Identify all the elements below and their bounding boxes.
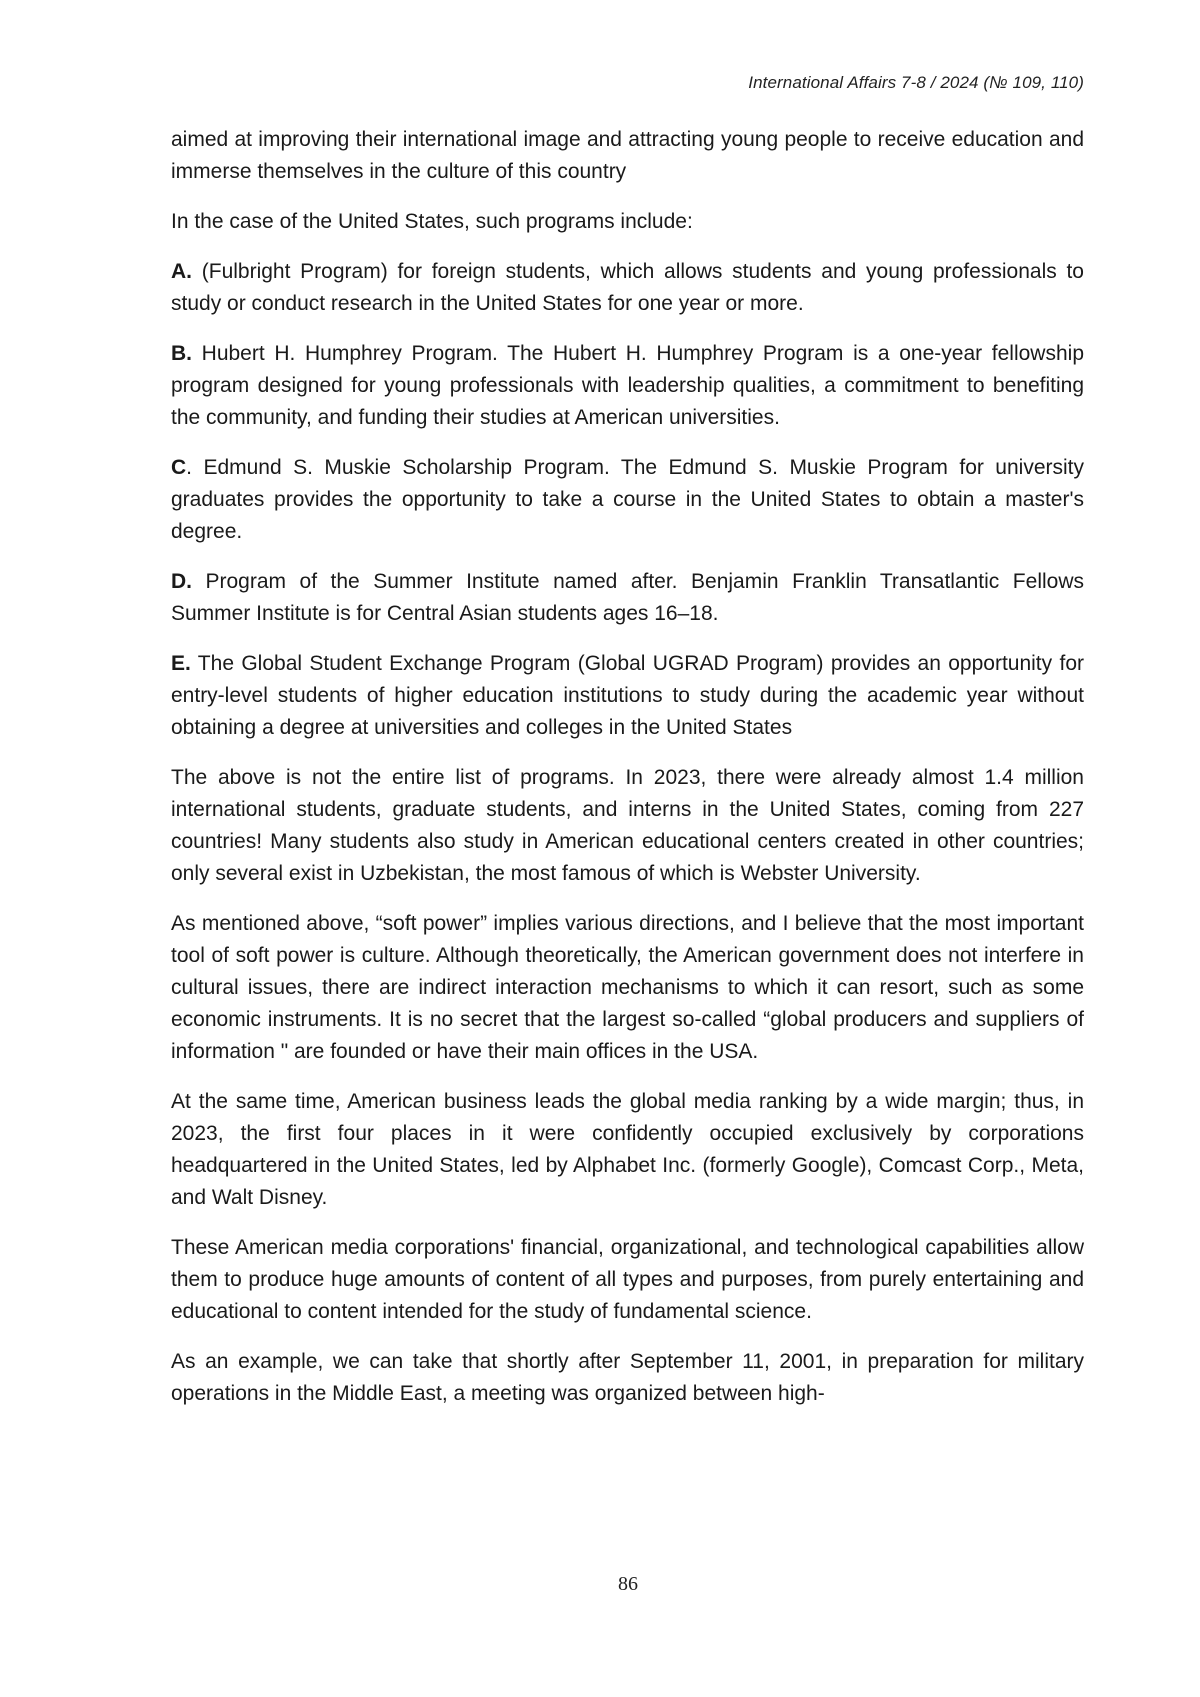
paragraph-text: The Global Student Exchange Program (Global UGRAD Program) provides an opportunity for entry-level students of higher education institutions to study during the academic year without obtaining a degree at universities and colleges in the United States [171, 652, 1084, 739]
paragraph [171, 762, 1084, 890]
list-item-c [171, 452, 1084, 548]
paragraph-text: The above is not the entire list of programs. In 2023, there were already almost 1.4 million international students, graduate students, and interns in the United States, coming from 227 countries! Many students also study in American educational centers created in other countries; only several exist in Uzbekistan, the most famous of which is Webster University. [171, 766, 1084, 885]
list-item-e [171, 648, 1084, 744]
paragraph-text: Hubert H. Humphrey Program. The Hubert H. Humphrey Program is a one-year fellowship program designed for young professionals with leadership qualities, a commitment to benefiting the community, and funding their studies at American universities. [171, 342, 1084, 429]
paragraph-text: . Edmund S. Muskie Scholarship Program. The Edmund S. Muskie Program for university graduates provides the opportunity to take a course in the United States to obtain a master's degree. [171, 456, 1084, 543]
body-text [171, 124, 1084, 1428]
page-number: 86 [618, 1573, 638, 1595]
paragraph [171, 1086, 1084, 1214]
list-item-a [171, 256, 1084, 320]
paragraph-text: As an example, we can take that shortly after September 11, 2001, in preparation for military operations in the Middle East, a meeting was organized between high- [171, 1350, 1084, 1405]
list-marker: D. [171, 570, 192, 593]
list-item-d [171, 566, 1084, 630]
paragraph [171, 908, 1084, 1068]
paragraph-text: aimed at improving their international image and attracting young people to receive education and immerse themselves in the culture of this country [171, 128, 1084, 183]
list-marker: B. [171, 342, 192, 365]
list-marker: A. [171, 260, 192, 283]
paragraph-text: These American media corporations' financial, organizational, and technological capabilities allow them to produce huge amounts of content of all types and purposes, from purely entertaining and educational to content intended for the study of fundamental science. [171, 1236, 1084, 1323]
paragraph-text: (Fulbright Program) for foreign students, which allows students and young professionals to study or conduct research in the United States for one year or more. [171, 260, 1084, 315]
paragraph-text: Program of the Summer Institute named after. Benjamin Franklin Transatlantic Fellows Summer Institute is for Central Asian students ages 16–18. [171, 570, 1084, 625]
list-item-b [171, 338, 1084, 434]
list-marker: E. [171, 652, 191, 675]
paragraph-text: As mentioned above, “soft power” implies various directions, and I believe that the most important tool of soft power is culture. Although theoretically, the American government does not interfere in cultural issues, there are indirect interaction mechanisms to which it can resort, such as some economic instruments. It is no secret that the largest so-called “global producers and suppliers of information " are founded or have their main offices in the USA. [171, 912, 1084, 1063]
paragraph [171, 206, 1084, 238]
list-marker: C [171, 456, 187, 479]
paragraph-text: In the case of the United States, such programs include: [171, 210, 693, 233]
paragraph [171, 1346, 1084, 1410]
paragraph-text: At the same time, American business leads the global media ranking by a wide margin; thus, in 2023, the first four places in it were confidently occupied exclusively by corporations headquartered in the United States, led by Alphabet Inc. (formerly Google), Comcast Corp., Meta, and Walt Disney. [171, 1090, 1084, 1209]
paragraph [171, 1232, 1084, 1328]
paragraph [171, 124, 1084, 188]
running-header: International Affairs 7-8 / 2024 (№ 109, 110) [748, 73, 1084, 92]
